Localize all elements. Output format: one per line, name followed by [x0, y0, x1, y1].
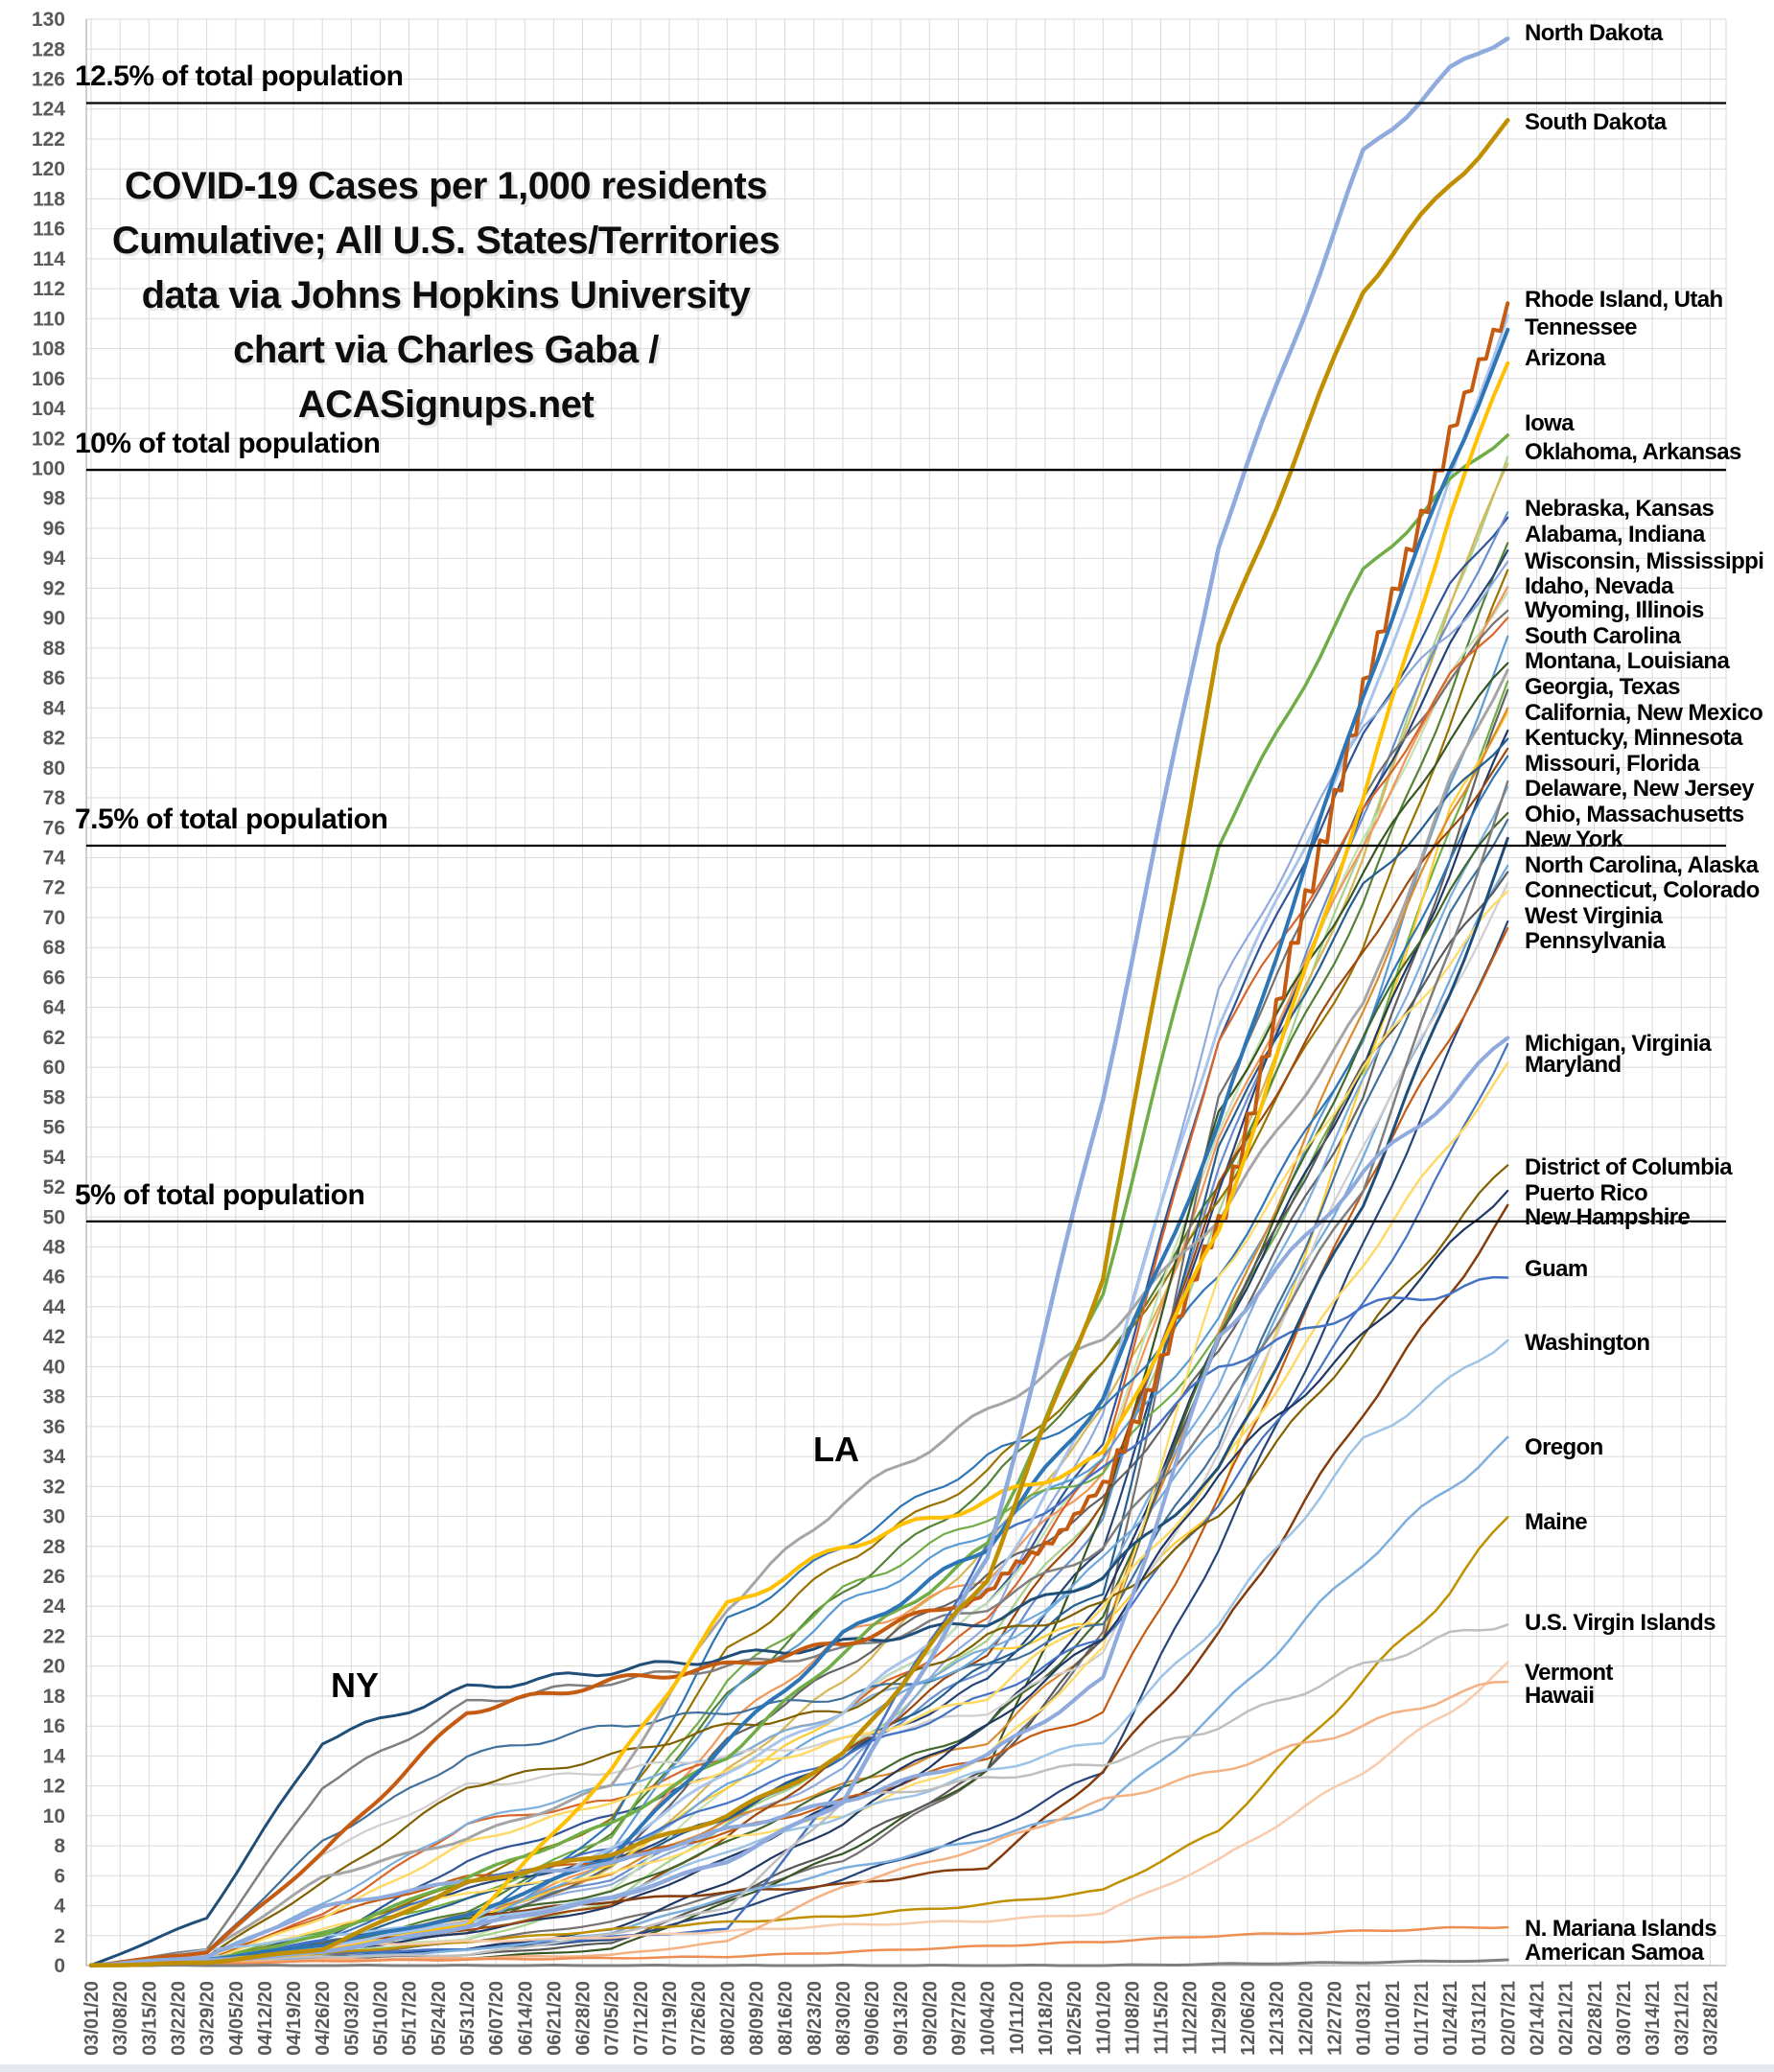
series-label-georgia-texas: Georgia, Texas — [1525, 674, 1680, 701]
x-tick-label: 04/26/20 — [313, 1981, 335, 2056]
series-label-south-carolina: South Carolina — [1525, 622, 1681, 649]
series-label-maryland: Maryland — [1525, 1051, 1622, 1078]
series-label-arizona: Arizona — [1525, 344, 1605, 371]
x-tick-label: 12/27/20 — [1324, 1981, 1346, 2056]
series-michigan — [91, 1038, 1507, 1967]
x-tick-label: 11/01/20 — [1093, 1981, 1115, 2055]
x-tick-label: 03/15/20 — [139, 1981, 161, 2056]
x-tick-label: 07/05/20 — [601, 1981, 623, 2056]
series-label-oklahoma-arkansas: Oklahoma, Arkansas — [1525, 438, 1741, 465]
x-tick-label: 05/31/20 — [456, 1981, 479, 2056]
x-tick-label: 03/01/20 — [82, 1981, 103, 2056]
y-tick-label: 46 — [42, 1266, 65, 1289]
x-tick-label: 03/07/21 — [1613, 1981, 1635, 2056]
y-tick-label: 40 — [42, 1356, 65, 1379]
x-tick-label: 01/03/21 — [1353, 1981, 1375, 2056]
x-tick-label: 12/13/20 — [1267, 1981, 1289, 2056]
x-tick-label: 10/04/20 — [977, 1981, 999, 2056]
x-tick-label: 05/10/20 — [370, 1981, 392, 2056]
y-tick-label: 106 — [31, 367, 65, 390]
y-tick-label: 36 — [42, 1415, 65, 1438]
y-tick-label: 2 — [54, 1924, 65, 1947]
y-tick-label: 48 — [42, 1236, 65, 1259]
y-tick-label: 90 — [42, 607, 65, 630]
y-tick-label: 60 — [42, 1057, 65, 1080]
y-tick-label: 128 — [31, 38, 65, 61]
x-tick-label: 07/26/20 — [689, 1981, 711, 2056]
series-label-kentucky-minnesota: Kentucky, Minnesota — [1525, 725, 1742, 752]
series-label-west-virginia: West Virginia — [1525, 902, 1663, 929]
y-tick-label: 92 — [42, 577, 65, 600]
series-label-delaware-new-jersey: Delaware, New Jersey — [1525, 776, 1754, 803]
x-tick-label: 04/12/20 — [254, 1981, 276, 2056]
x-tick-label: 03/14/21 — [1643, 1981, 1665, 2056]
series-label-california-new-mexico: California, New Mexico — [1525, 699, 1763, 726]
series-maine — [91, 1517, 1507, 1966]
y-tick-label: 120 — [31, 158, 65, 181]
y-tick-label: 102 — [31, 428, 65, 451]
x-tick-label: 06/14/20 — [515, 1981, 537, 2056]
y-tick-label: 50 — [42, 1206, 65, 1229]
y-tick-label: 84 — [42, 697, 65, 720]
x-tick-label: 08/16/20 — [775, 1981, 797, 2056]
chart-title-line-1: COVID-19 Cases per 1,000 residents — [124, 165, 767, 207]
y-tick-label: 118 — [33, 188, 65, 211]
y-tick-label: 52 — [42, 1176, 65, 1199]
series-label-n-mariana-islands: N. Mariana Islands — [1525, 1915, 1716, 1942]
series-label-vermont: Vermont — [1525, 1659, 1613, 1686]
series-label-wyoming-illinois: Wyoming, Illinois — [1525, 597, 1704, 624]
x-tick-label: 09/13/20 — [891, 1981, 913, 2056]
x-tick-label: 02/28/21 — [1584, 1981, 1606, 2056]
y-tick-label: 104 — [31, 398, 65, 420]
series-label-wisconsin-mississippi: Wisconsin, Mississippi — [1525, 547, 1764, 574]
x-tick-label: 06/07/20 — [486, 1981, 508, 2056]
x-tick-label: 03/29/20 — [197, 1981, 219, 2056]
y-tick-label: 20 — [42, 1655, 65, 1678]
y-tick-label: 114 — [33, 247, 65, 270]
chart-title-line-4: chart via Charles Gaba / ACASignups.net — [233, 329, 659, 426]
x-tick-label: 07/12/20 — [630, 1981, 652, 2056]
y-tick-label: 126 — [31, 68, 65, 91]
x-tick-label: 02/21/21 — [1555, 1981, 1577, 2056]
series-label-montana-louisiana: Montana, Louisiana — [1525, 648, 1730, 675]
x-tick-label: 04/19/20 — [284, 1981, 305, 2056]
x-tick-label: 03/08/20 — [110, 1981, 132, 2056]
x-tick-label: 03/22/20 — [168, 1981, 190, 2056]
series-label-nebraska-kansas: Nebraska, Kansas — [1525, 496, 1715, 523]
x-tick-label: 11/15/20 — [1151, 1981, 1173, 2055]
series-label-guam: Guam — [1525, 1256, 1588, 1283]
x-tick-label: 12/06/20 — [1238, 1981, 1259, 2056]
y-tick-label: 18 — [42, 1685, 65, 1708]
x-tick-label: 04/05/20 — [225, 1981, 247, 2056]
y-tick-label: 28 — [42, 1535, 65, 1558]
x-tick-label: 01/10/21 — [1382, 1981, 1404, 2056]
y-tick-label: 78 — [42, 787, 65, 809]
y-tick-label: 56 — [42, 1116, 65, 1139]
bottom-edge-strip — [0, 2064, 1774, 2072]
x-tick-label: 08/09/20 — [746, 1981, 768, 2056]
series-label-pennsylvania: Pennsylvania — [1525, 928, 1666, 955]
series-label-south-dakota: South Dakota — [1525, 109, 1667, 136]
y-tick-label: 108 — [31, 338, 65, 361]
series-colorado — [91, 891, 1507, 1966]
series-label-north-carolina-alaska: North Carolina, Alaska — [1525, 851, 1759, 878]
x-tick-label: 07/19/20 — [660, 1981, 681, 2056]
y-tick-label: 10 — [42, 1804, 65, 1828]
series-guam — [91, 1277, 1507, 1966]
annotation-la: LA — [813, 1430, 859, 1469]
series-label-oregon: Oregon — [1525, 1434, 1603, 1461]
series-nevada — [91, 587, 1507, 1965]
series-alabama — [91, 543, 1507, 1966]
y-tick-label: 100 — [31, 457, 65, 480]
y-tick-label: 116 — [33, 218, 65, 241]
y-tick-label: 94 — [42, 547, 65, 570]
x-tick-label: 08/30/20 — [832, 1981, 854, 2056]
x-tick-label: 10/25/20 — [1064, 1981, 1086, 2056]
x-tick-label: 01/17/21 — [1411, 1981, 1433, 2056]
x-tick-label: 12/20/20 — [1295, 1981, 1318, 2056]
x-tick-label: 06/21/20 — [544, 1981, 566, 2056]
y-tick-label: 0 — [54, 1955, 65, 1977]
y-tick-label: 6 — [54, 1865, 65, 1888]
series-label-ohio-massachusetts: Ohio, Massachusetts — [1525, 801, 1744, 827]
y-tick-label: 22 — [42, 1625, 65, 1648]
ref-line-label-5pct: 5% of total population — [75, 1178, 365, 1211]
chart-title — [82, 159, 810, 432]
y-tick-label: 26 — [42, 1566, 65, 1588]
x-tick-label: 09/27/20 — [948, 1981, 970, 2056]
series-rhode-island — [91, 303, 1507, 1966]
x-tick-label: 05/03/20 — [341, 1981, 363, 2056]
y-tick-label: 58 — [42, 1086, 65, 1109]
x-tick-label: 05/17/20 — [399, 1981, 421, 2056]
series-label-new-york: New York — [1525, 826, 1623, 853]
y-tick-label: 110 — [33, 308, 65, 331]
x-tick-label: 02/14/21 — [1527, 1981, 1549, 2056]
x-tick-label: 11/29/20 — [1208, 1981, 1230, 2055]
y-tick-label: 8 — [54, 1835, 65, 1858]
y-tick-label: 66 — [42, 966, 65, 989]
y-tick-label: 34 — [42, 1446, 65, 1469]
ref-line-label-12-5pct: 12.5% of total population — [75, 60, 404, 93]
x-tick-label: 06/28/20 — [572, 1981, 595, 2056]
series-label-idaho-nevada: Idaho, Nevada — [1525, 573, 1673, 600]
chart-title-line-3: data via Johns Hopkins University — [141, 274, 751, 316]
y-tick-label: 16 — [42, 1715, 65, 1738]
y-tick-label: 82 — [42, 727, 65, 750]
series-label-u-s-virgin-islands: U.S. Virgin Islands — [1525, 1609, 1716, 1636]
y-tick-label: 88 — [42, 637, 65, 660]
y-tick-label: 130 — [31, 9, 65, 31]
y-tick-label: 62 — [42, 1026, 65, 1049]
series-label-north-dakota: North Dakota — [1525, 19, 1663, 46]
series-connecticut — [91, 883, 1507, 1966]
y-tick-label: 122 — [31, 128, 65, 151]
x-tick-label: 03/21/21 — [1671, 1981, 1693, 2056]
y-tick-label: 76 — [42, 817, 65, 840]
x-tick-label: 09/06/20 — [862, 1981, 883, 2056]
y-tick-label: 54 — [42, 1146, 65, 1169]
series-label-alabama-indiana: Alabama, Indiana — [1525, 521, 1705, 547]
x-tick-label: 11/08/20 — [1122, 1981, 1144, 2055]
y-tick-label: 32 — [42, 1476, 65, 1499]
y-tick-label: 68 — [42, 937, 65, 960]
y-tick-label: 38 — [42, 1385, 65, 1408]
series-label-michigan-virginia: Michigan, Virginia — [1525, 1030, 1712, 1057]
x-tick-label: 10/18/20 — [1035, 1981, 1057, 2056]
series-label-connecticut-colorado: Connecticut, Colorado — [1525, 877, 1760, 904]
y-tick-label: 70 — [42, 907, 65, 929]
x-tick-label: 10/11/20 — [1006, 1981, 1028, 2055]
series-label-washington: Washington — [1525, 1329, 1650, 1356]
y-tick-label: 86 — [42, 667, 65, 690]
y-tick-label: 74 — [42, 847, 65, 870]
series-utah — [91, 315, 1507, 1966]
series-label-hawaii: Hawaii — [1525, 1683, 1595, 1710]
x-tick-label: 01/24/21 — [1440, 1981, 1461, 2056]
series-label-district-of-columbia: District of Columbia — [1525, 1154, 1733, 1181]
y-tick-label: 96 — [42, 518, 65, 540]
x-tick-label: 08/23/20 — [804, 1981, 826, 2056]
y-tick-label: 44 — [42, 1295, 65, 1318]
y-tick-label: 4 — [54, 1895, 65, 1918]
series-label-new-hampshire: New Hampshire — [1525, 1203, 1691, 1230]
y-tick-label: 112 — [33, 278, 65, 301]
y-tick-label: 80 — [42, 757, 65, 780]
series-label-american-samoa: American Samoa — [1525, 1939, 1704, 1966]
y-tick-label: 64 — [42, 996, 65, 1019]
annotation-ny: NY — [330, 1665, 380, 1705]
x-tick-label: 09/20/20 — [920, 1981, 942, 2056]
y-tick-label: 42 — [42, 1326, 65, 1349]
x-tick-label: 02/07/21 — [1498, 1981, 1520, 2056]
chart-title-line-2: Cumulative; All U.S. States/Territories — [111, 220, 781, 262]
x-tick-label: 05/24/20 — [428, 1981, 450, 2056]
series-label-missouri-florida: Missouri, Florida — [1525, 750, 1699, 777]
series-label-rhode-island-utah: Rhode Island, Utah — [1525, 286, 1723, 313]
ref-line-label-10pct: 10% of total population — [75, 428, 381, 460]
series-label-puerto-rico: Puerto Rico — [1525, 1179, 1648, 1206]
y-tick-label: 24 — [42, 1595, 65, 1618]
series-label-maine: Maine — [1525, 1509, 1588, 1536]
x-tick-label: 03/28/21 — [1700, 1981, 1722, 2056]
y-tick-label: 30 — [42, 1505, 65, 1528]
series-new-hampshire — [91, 1205, 1507, 1966]
y-tick-label: 124 — [31, 98, 65, 121]
y-tick-label: 12 — [42, 1775, 65, 1798]
series-label-tennessee: Tennessee — [1525, 314, 1637, 341]
y-tick-label: 14 — [42, 1745, 65, 1768]
x-tick-label: 01/31/21 — [1469, 1981, 1491, 2056]
y-tick-label: 72 — [42, 876, 65, 899]
y-tick-label: 98 — [42, 487, 65, 510]
x-tick-label: 11/22/20 — [1179, 1981, 1202, 2055]
series-label-iowa: Iowa — [1525, 410, 1574, 437]
x-tick-label: 08/02/20 — [717, 1981, 739, 2056]
ref-line-label-7-5pct: 7.5% of total population — [75, 803, 388, 835]
series-indiana — [91, 550, 1507, 1966]
